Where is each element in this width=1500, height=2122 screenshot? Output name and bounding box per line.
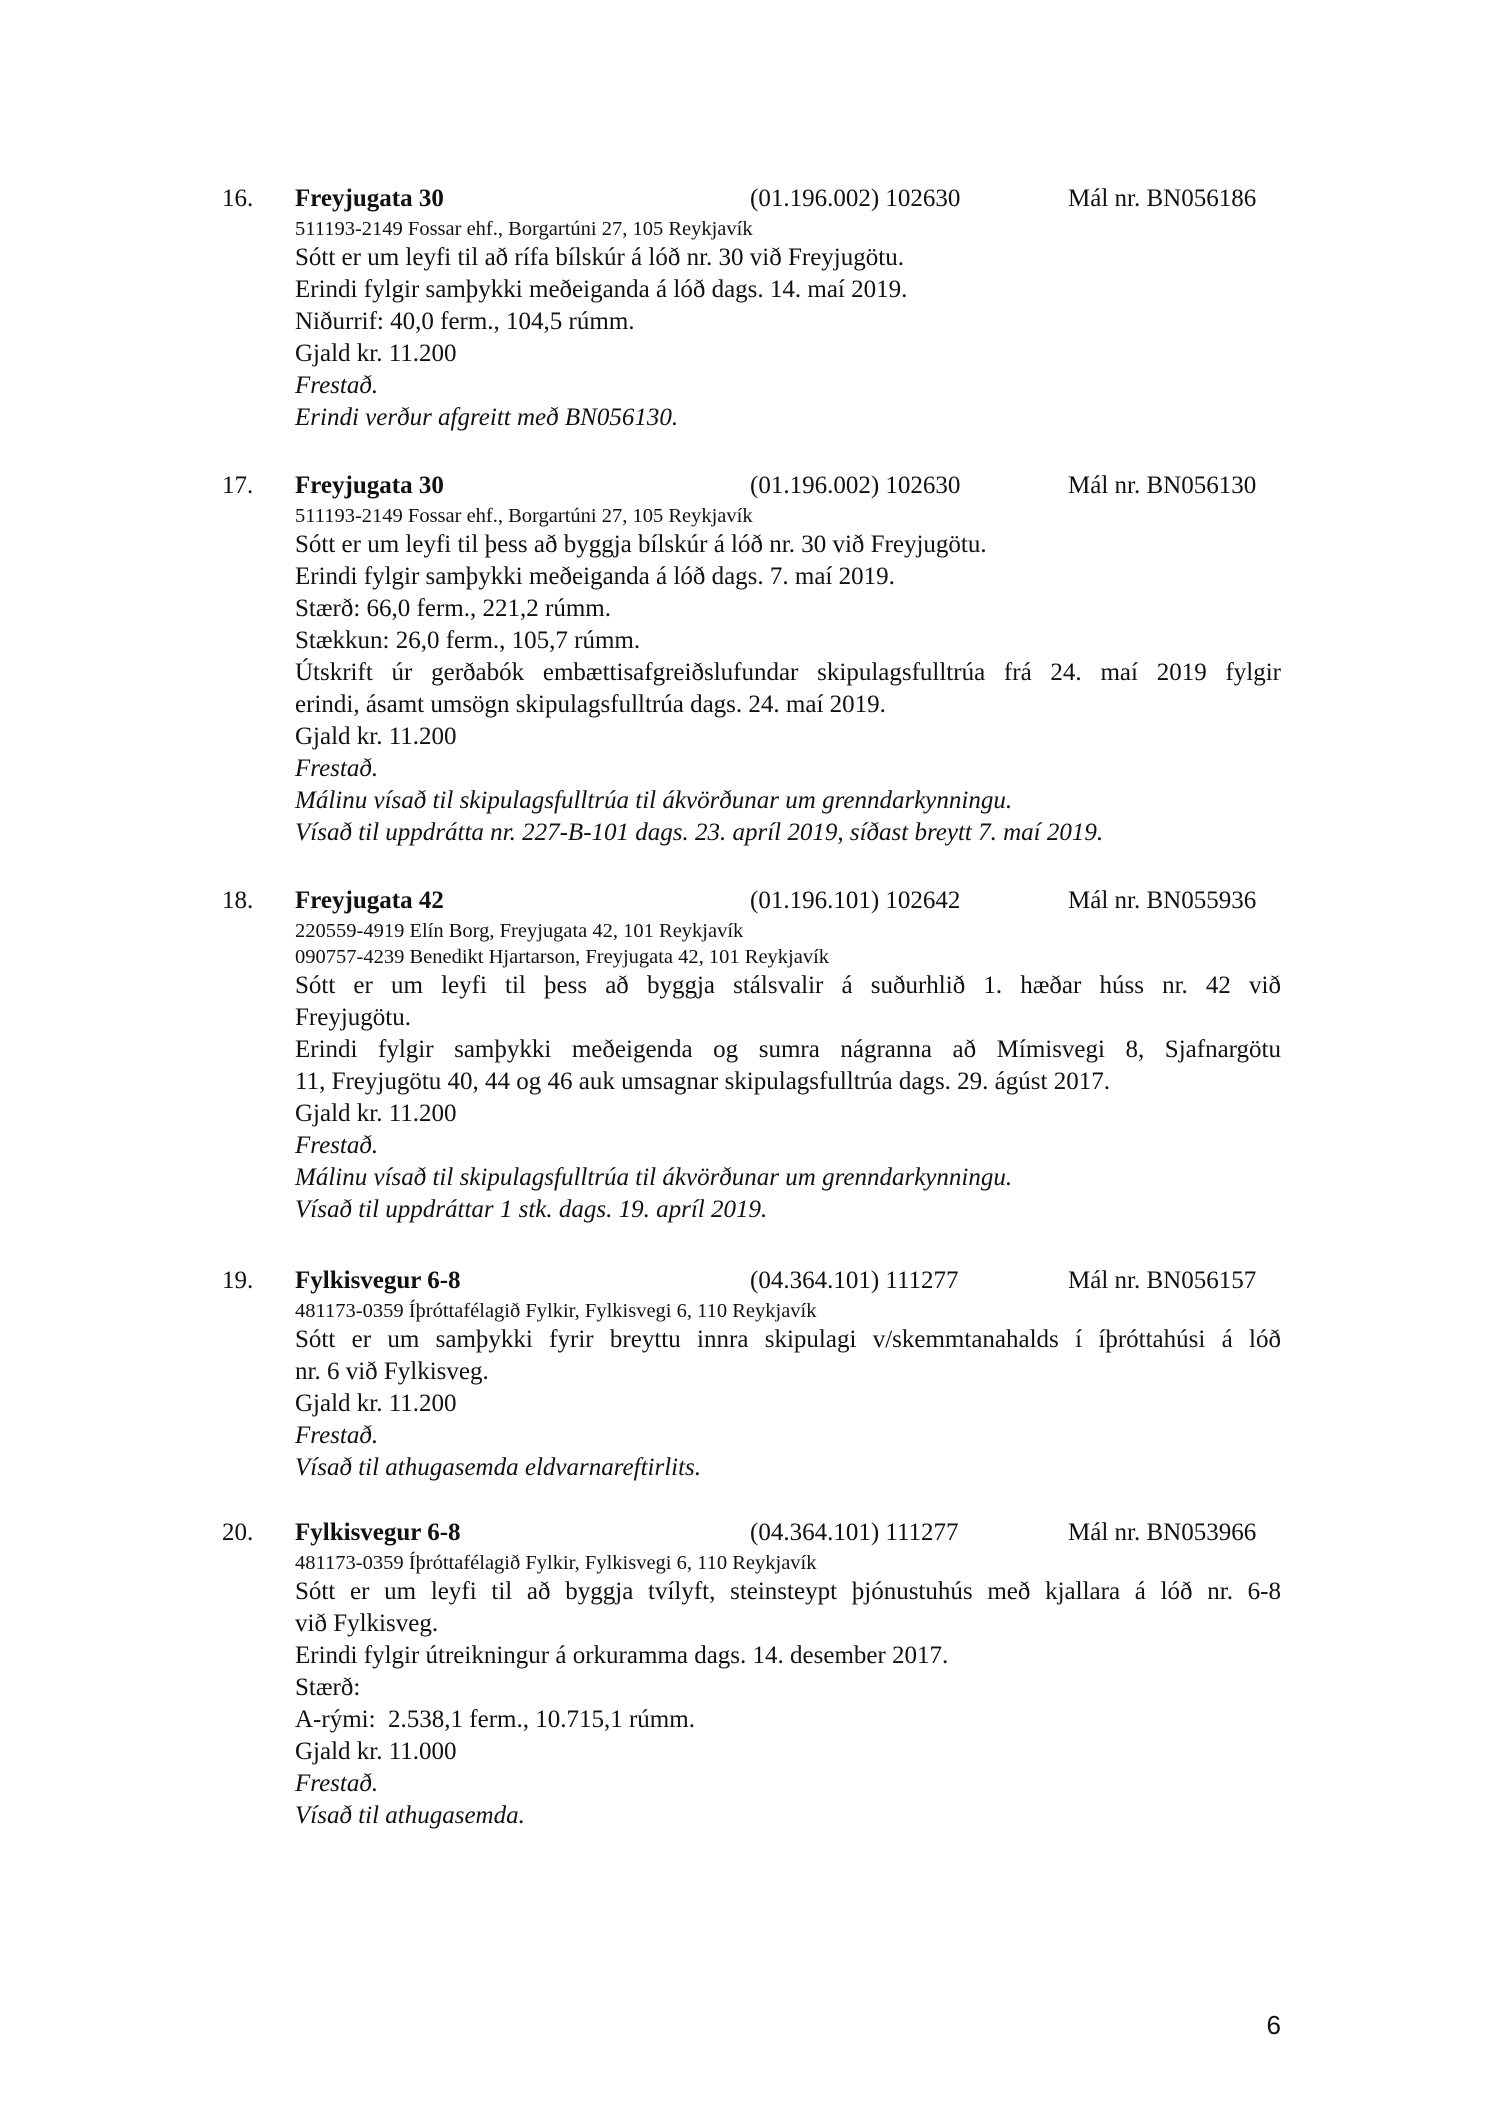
entry-body xyxy=(295,216,1281,434)
decision-line: Frestað. xyxy=(295,1422,379,1449)
text-line: Gjald kr. 11.200 xyxy=(295,1390,457,1417)
text-line: Erindi fylgir útreikningur á orkuramma dags. 14. desember 2017. xyxy=(295,1642,949,1669)
decision-line: Frestað. xyxy=(295,1132,379,1159)
applicant-line: 511193-2149 Fossar ehf., Borgartúni 27, 105 Reykjavík xyxy=(295,505,753,527)
entry-case-number: Mál nr. BN053966 xyxy=(1068,1519,1257,1546)
entry-number: 20. xyxy=(222,1519,254,1546)
entry-header xyxy=(222,1516,1282,1550)
entry-address: Freyjugata 42 xyxy=(295,887,444,914)
decision-line: Málinu vísað til skipulagsfulltrúa til ákvörðunar um grenndarkynningu. xyxy=(295,787,1013,814)
case-entry-18 xyxy=(222,884,1282,1226)
entry-land-number: (01.196.101) 102642 xyxy=(750,887,961,914)
entry-number: 16. xyxy=(222,185,254,212)
entry-address: Freyjugata 30 xyxy=(295,185,444,212)
case-entry-19 xyxy=(222,1264,1282,1484)
entry-land-number: (04.364.101) 111277 xyxy=(750,1267,959,1294)
text-line: Gjald kr. 11.200 xyxy=(295,1100,457,1127)
decision-line: Frestað. xyxy=(295,755,379,782)
decision-line: Vísað til uppdráttar 1 stk. dags. 19. apríl 2019. xyxy=(295,1196,768,1223)
text-line: Útskrift úr gerðabók embættisafgreiðslufundar skipulagsfulltrúa frá 24. maí 2019 fylgir xyxy=(295,659,1281,686)
entry-header xyxy=(222,182,1282,216)
text-line: Niðurrif: 40,0 ferm., 104,5 rúmm. xyxy=(295,308,635,335)
decision-line: Frestað. xyxy=(295,372,379,399)
entry-case-number: Mál nr. BN056186 xyxy=(1068,185,1257,212)
entry-case-number: Mál nr. BN056157 xyxy=(1068,1267,1257,1294)
entry-number: 18. xyxy=(222,887,254,914)
text-line: Sótt er um leyfi til þess að byggja bílskúr á lóð nr. 30 við Freyjugötu. xyxy=(295,531,987,558)
decision-line: Vísað til athugasemda eldvarnareftirlits. xyxy=(295,1454,702,1481)
text-line: Sótt er um samþykki fyrir breyttu innra skipulagi v/skemmtanahalds í íþróttahúsi á lóð xyxy=(295,1326,1281,1353)
text-line: 11, Freyjugötu 40, 44 og 46 auk umsagnar skipulagsfulltrúa dags. 29. ágúst 2017. xyxy=(295,1068,1110,1095)
decision-line: Málinu vísað til skipulagsfulltrúa til ákvörðunar um grenndarkynningu. xyxy=(295,1164,1013,1191)
text-line: Freyjugötu. xyxy=(295,1004,411,1031)
text-line: Gjald kr. 11.000 xyxy=(295,1738,457,1765)
text-line: nr. 6 við Fylkisveg. xyxy=(295,1358,489,1385)
entry-number: 17. xyxy=(222,472,254,499)
decision-line: Vísað til uppdrátta nr. 227-B-101 dags. 23. apríl 2019, síðast breytt 7. maí 2019. xyxy=(295,819,1104,846)
text-line: A-rými: 2.538,1 ferm., 10.715,1 rúmm. xyxy=(295,1706,695,1733)
entry-body xyxy=(295,503,1281,849)
text-line: Stærð: 66,0 ferm., 221,2 rúmm. xyxy=(295,595,611,622)
decision-line: Vísað til athugasemda. xyxy=(295,1802,525,1829)
entry-address: Freyjugata 30 xyxy=(295,472,444,499)
text-line: Erindi fylgir samþykki meðeigenda og sumra nágranna að Mímisvegi 8, Sjafnargötu xyxy=(295,1036,1281,1063)
entry-body xyxy=(295,1550,1281,1832)
text-line: Erindi fylgir samþykki meðeiganda á lóð dags. 7. maí 2019. xyxy=(295,563,895,590)
case-entry-16 xyxy=(222,182,1282,434)
entry-land-number: (01.196.002) 102630 xyxy=(750,472,961,499)
text-line: við Fylkisveg. xyxy=(295,1610,439,1637)
entry-header xyxy=(222,469,1282,503)
case-entry-20 xyxy=(222,1516,1282,1832)
applicant-line: 220559-4919 Elín Borg, Freyjugata 42, 101 Reykjavík xyxy=(295,920,744,942)
applicant-line: 511193-2149 Fossar ehf., Borgartúni 27, 105 Reykjavík xyxy=(295,218,753,240)
decision-line: Frestað. xyxy=(295,1770,379,1797)
text-line: Sótt er um leyfi til að byggja tvílyft, steinsteypt þjónustuhús með kjallara á lóð nr. 6-8 xyxy=(295,1578,1281,1605)
applicant-line: 481173-0359 Íþróttafélagið Fylkir, Fylkisvegi 6, 110 Reykjavík xyxy=(295,1300,817,1322)
text-line: Stækkun: 26,0 ferm., 105,7 rúmm. xyxy=(295,627,641,654)
decision-line: Erindi verður afgreitt með BN056130. xyxy=(295,404,679,431)
text-line: Gjald kr. 11.200 xyxy=(295,723,457,750)
entry-land-number: (01.196.002) 102630 xyxy=(750,185,961,212)
text-line: erindi, ásamt umsögn skipulagsfulltrúa dags. 24. maí 2019. xyxy=(295,691,886,718)
entry-header xyxy=(222,1264,1282,1298)
entry-case-number: Mál nr. BN055936 xyxy=(1068,887,1257,914)
applicant-line: 481173-0359 Íþróttafélagið Fylkir, Fylkisvegi 6, 110 Reykjavík xyxy=(295,1552,817,1574)
applicant-line: 090757-4239 Benedikt Hjartarson, Freyjugata 42, 101 Reykjavík xyxy=(295,946,830,968)
text-line: Erindi fylgir samþykki meðeiganda á lóð dags. 14. maí 2019. xyxy=(295,276,908,303)
entry-land-number: (04.364.101) 111277 xyxy=(750,1519,959,1546)
entry-body xyxy=(295,1298,1281,1484)
case-entry-17 xyxy=(222,469,1282,849)
entry-number: 19. xyxy=(222,1267,254,1294)
entry-case-number: Mál nr. BN056130 xyxy=(1068,472,1257,499)
entry-address: Fylkisvegur 6-8 xyxy=(295,1519,461,1546)
page-number: 6 xyxy=(1266,2010,1281,2040)
text-line: Gjald kr. 11.200 xyxy=(295,340,457,367)
entry-address: Fylkisvegur 6-8 xyxy=(295,1267,461,1294)
text-line: Sótt er um leyfi til þess að byggja stálsvalir á suðurhlið 1. hæðar húss nr. 42 við xyxy=(295,972,1281,999)
text-line: Stærð: xyxy=(295,1674,361,1701)
text-line: Sótt er um leyfi til að rífa bílskúr á lóð nr. 30 við Freyjugötu. xyxy=(295,244,904,271)
entry-body xyxy=(295,918,1281,1226)
entry-header xyxy=(222,884,1282,918)
